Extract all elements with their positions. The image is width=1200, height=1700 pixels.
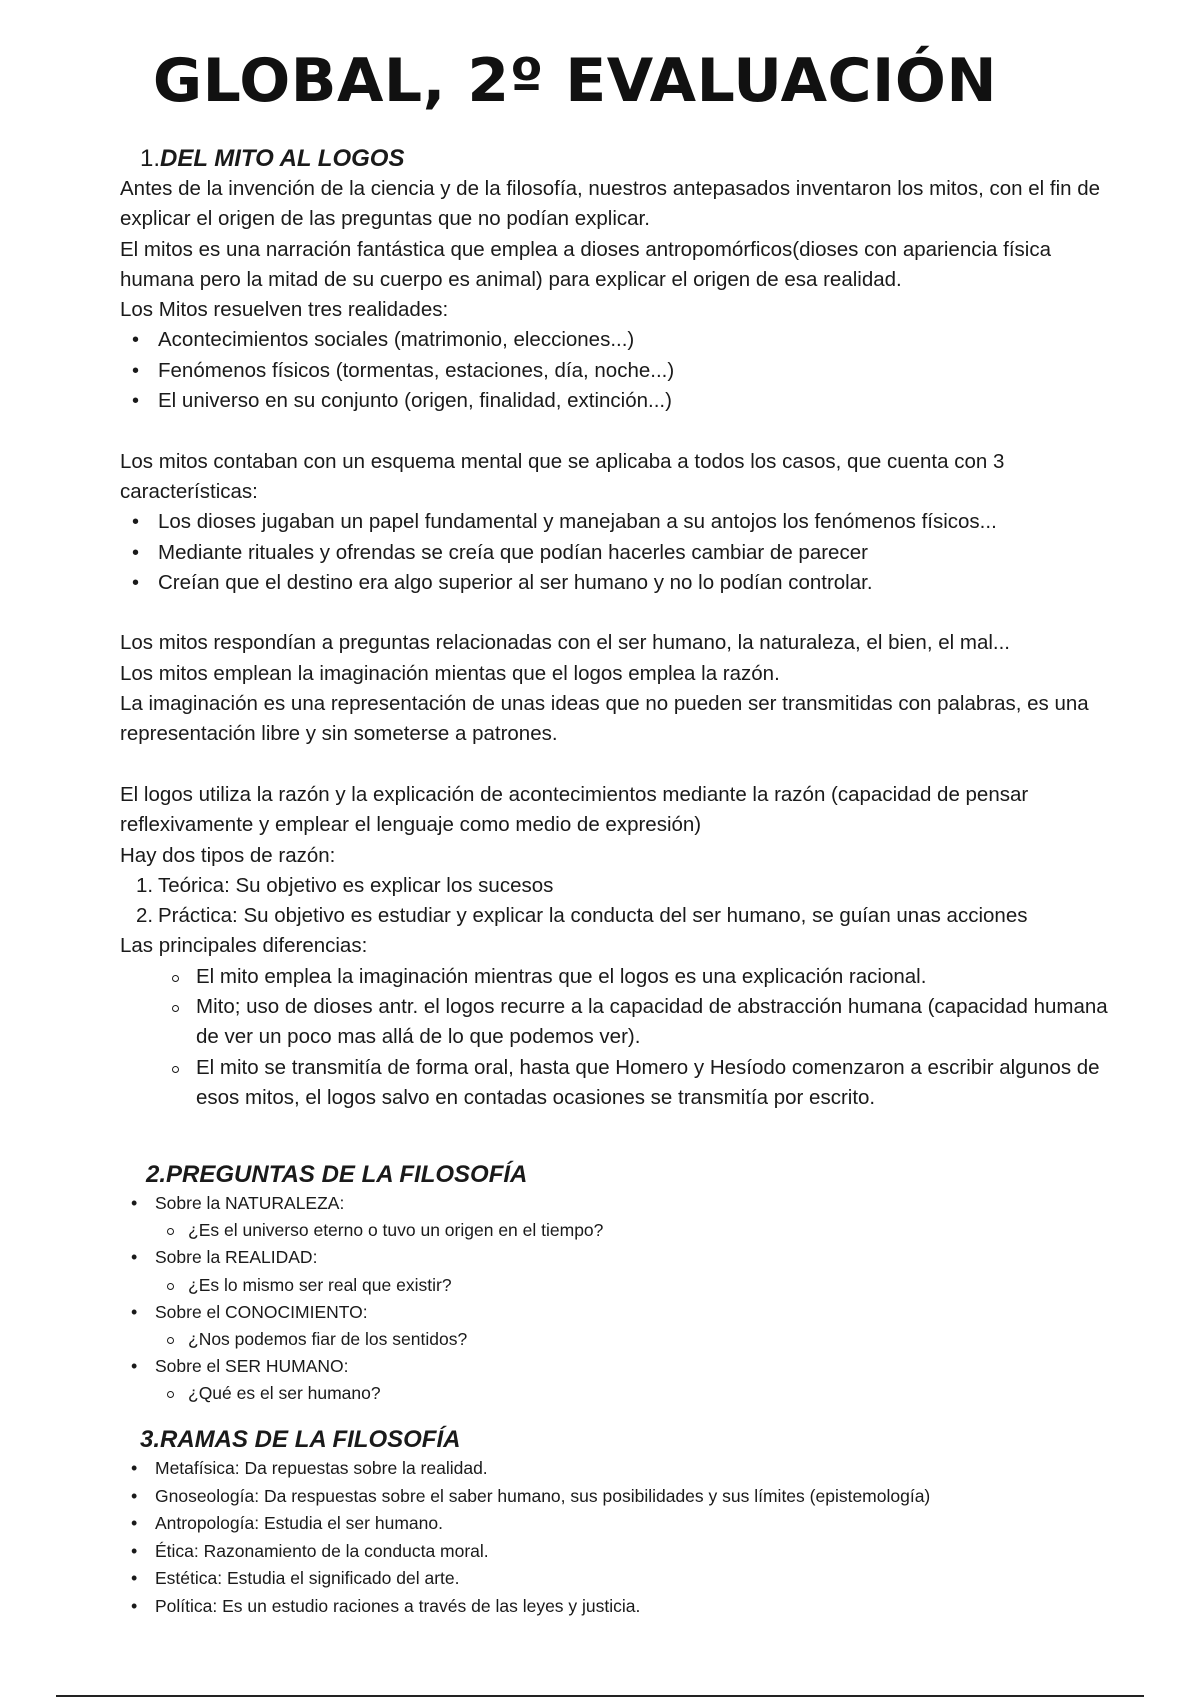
section-heading: 3.RAMAS DE LA FILOSOFÍA [140, 1426, 461, 1453]
paragraph: Las principales diferencias: [120, 934, 368, 958]
section-heading-text: DEL MITO AL LOGOS [160, 145, 405, 172]
list-item-label: Sobre el SER HUMANO: [155, 1356, 349, 1377]
list-item: El mito emplea la imaginación mientras que el logos es una explicación racional. [120, 962, 1110, 992]
list-item [120, 1190, 1120, 1244]
list-item: • Política: Es un estudio raciones a través de las leyes y justicia. [120, 1593, 1120, 1621]
section-preguntas [120, 1160, 1120, 1408]
list-item [120, 1244, 1120, 1298]
list-item: • Los dioses jugaban un papel fundamental y manejaban a su antojos los fenómenos físicos... [120, 507, 1110, 537]
list-item-label: Sobre la NATURALEZA: [155, 1193, 345, 1213]
section-heading: 2.PREGUNTAS DE LA FILOSOFÍA [146, 1161, 528, 1188]
section-mito-logos [120, 144, 1110, 1113]
ramas-list [120, 1455, 1120, 1620]
realidades-list [120, 325, 1110, 416]
list-item [120, 871, 1110, 901]
section-heading [120, 144, 1110, 174]
question-item: ¿Qué es el ser humano? [120, 1380, 1120, 1407]
list-item: • Metafísica: Da repuestas sobre la realidad. [120, 1455, 1120, 1483]
paragraph: Los mitos contaban con un esquema mental que se aplicaba a todos los casos, que cuenta con 3 características: [120, 449, 1005, 503]
paragraph: Los Mitos resuelven tres realidades: [120, 298, 449, 322]
list-item: • Antropología: Estudia el ser humano. [120, 1510, 1120, 1538]
list-item: • Fenómenos físicos (tormentas, estaciones, día, noche...) [120, 356, 1110, 386]
list-item: • Acontecimientos sociales (matrimonio, elecciones...) [120, 325, 1110, 355]
list-item [120, 901, 1110, 931]
section-ramas [120, 1425, 1120, 1620]
paragraph: Los mitos emplean la imaginación mientas que el logos emplea la razón. [120, 661, 780, 685]
caracteristicas-list [120, 507, 1110, 598]
list-item: • El universo en su conjunto (origen, finalidad, extinción...) [120, 386, 1110, 416]
paragraph: El logos utiliza la razón y la explicación de acontecimientos mediante la razón (capacidad de pensar reflexivamente y emplear el lenguaje como medio de expresión) [120, 782, 1029, 837]
list-item-label: Sobre el CONOCIMIENTO: [155, 1301, 368, 1322]
list-item: • Gnoseología: Da respuestas sobre el saber humano, sus posibilidades y sus límites (epistemología) [120, 1483, 1120, 1511]
list-item-text: Teórica: Su objetivo es explicar los sucesos [158, 873, 554, 897]
list-item: El mito se transmitía de forma oral, hasta que Homero y Hesíodo comenzaron a escribir algunos de esos mitos, el logos salvo en contadas ocasiones se transmitía por escrito. [120, 1053, 1110, 1114]
list-item: Mito; uso de dioses antr. el logos recurre a la capacidad de abstracción humana (capacidad humana de ver un poco mas allá de lo que podemos ver). [120, 992, 1110, 1053]
question-item: ¿Es lo mismo ser real que existir? [120, 1272, 1120, 1299]
paragraph: El mitos es una narración fantástica que emplea a dioses antropomórficos(dioses con apariencia física humana pero la mitad de su cuerpo es animal) para explicar el origen de esa realidad. [120, 237, 1051, 291]
paragraph: Los mitos respondían a preguntas relacionadas con el ser humano, la naturaleza, el bien, el mal... [120, 631, 1010, 655]
diferencias-list [120, 962, 1110, 1113]
list-item: • Estética: Estudia el significado del arte. [120, 1565, 1120, 1593]
list-number: 2. [136, 904, 154, 928]
paragraph: La imaginación es una representación de unas ideas que no pueden ser transmitidas con palabras, es una representación libre y sin someterse a patrones. [120, 692, 1089, 746]
list-item: • Ética: Razonamiento de la conducta moral. [120, 1538, 1120, 1566]
list-item: • Mediante rituales y ofrendas se creía que podían hacerles cambiar de parecer [120, 538, 1110, 568]
question-item: ¿Nos podemos fiar de los sentidos? [120, 1326, 1120, 1353]
list-item-label: Sobre la REALIDAD: [155, 1247, 318, 1268]
tipos-razon-list [120, 871, 1110, 932]
question-item: ¿Es el universo eterno o tuvo un origen en el tiempo? [120, 1217, 1120, 1244]
page-title: GLOBAL, 2º EVALUACIÓN [152, 46, 998, 116]
list-item [120, 1299, 1120, 1353]
footer-divider [56, 1695, 1144, 1697]
section-number: 1. [140, 145, 161, 172]
paragraph: Hay dos tipos de razón: [120, 843, 336, 867]
paragraph: Antes de la invención de la ciencia y de la filosofía, nuestros antepasados inventaron los mitos, con el fin de explicar el origen de las preguntas que no podían explicar. [120, 177, 1101, 231]
list-item [120, 1353, 1120, 1407]
preguntas-list [120, 1190, 1120, 1408]
list-item-text: Práctica: Su objetivo es estudiar y explicar la conducta del ser humano, se guían unas acciones [158, 904, 1028, 928]
list-item: • Creían que el destino era algo superior al ser humano y no lo podían controlar. [120, 568, 1110, 598]
list-number: 1. [136, 873, 154, 897]
